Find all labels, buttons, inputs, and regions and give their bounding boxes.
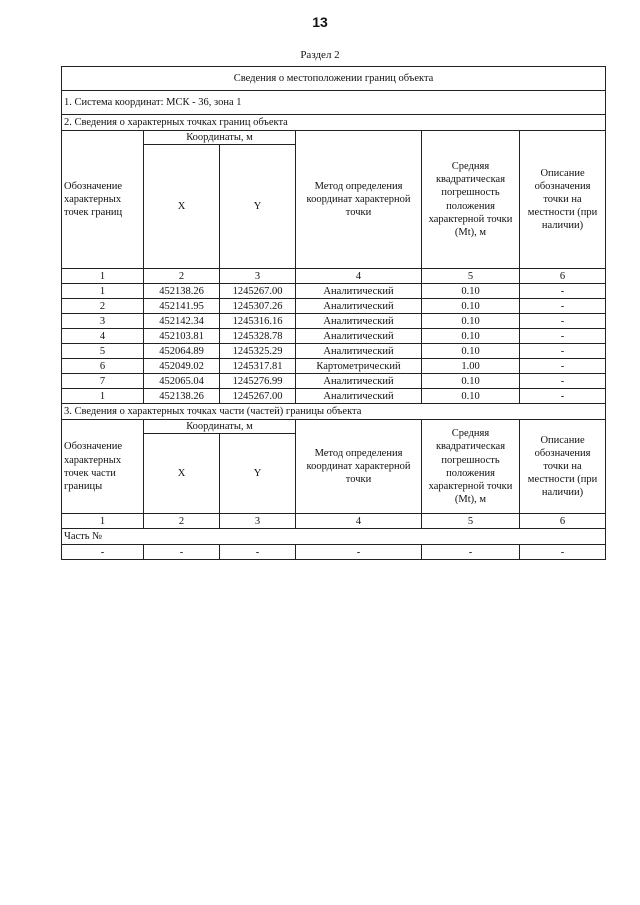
column-number: 2 bbox=[144, 269, 220, 284]
coord-x: 452138.26 bbox=[144, 389, 220, 404]
s3-column-numbers bbox=[62, 514, 606, 529]
coord-x: 452138.26 bbox=[144, 284, 220, 299]
column-number: 1 bbox=[62, 269, 144, 284]
error-mt: 0.10 bbox=[422, 314, 520, 329]
description: - bbox=[520, 344, 606, 359]
coord-y: 1245316.16 bbox=[220, 314, 296, 329]
section3-title: 3. Сведения о характерных точках части (частей) границы объекта bbox=[62, 404, 606, 420]
error-mt: 0.10 bbox=[422, 374, 520, 389]
s3-header-point: Обозначение характерных точек части границы bbox=[62, 420, 144, 514]
table-row bbox=[62, 329, 606, 344]
s2-header-x: X bbox=[144, 145, 220, 269]
table-row bbox=[62, 545, 606, 560]
s2-rows bbox=[62, 284, 606, 404]
s3-header-y: Y bbox=[220, 434, 296, 514]
coord-x: 452049.02 bbox=[144, 359, 220, 374]
coord-x: - bbox=[144, 545, 220, 560]
column-number: 3 bbox=[220, 269, 296, 284]
coord-x: 452142.34 bbox=[144, 314, 220, 329]
column-number: 6 bbox=[520, 269, 606, 284]
method: Аналитический bbox=[296, 329, 422, 344]
column-number: 5 bbox=[422, 514, 520, 529]
coord-x: 452141.95 bbox=[144, 299, 220, 314]
error-mt: 0.10 bbox=[422, 284, 520, 299]
coord-x: 452103.81 bbox=[144, 329, 220, 344]
column-number: 5 bbox=[422, 269, 520, 284]
point-number: 1 bbox=[62, 389, 144, 404]
table-row bbox=[62, 314, 606, 329]
column-number: 4 bbox=[296, 514, 422, 529]
s3-header-desc: Описание обозначения точки на местности (при наличии) bbox=[520, 420, 606, 514]
error-mt: 0.10 bbox=[422, 389, 520, 404]
point-number: 6 bbox=[62, 359, 144, 374]
table-row bbox=[62, 299, 606, 314]
column-number: 3 bbox=[220, 514, 296, 529]
method: Аналитический bbox=[296, 389, 422, 404]
method: Аналитический bbox=[296, 299, 422, 314]
coord-y: 1245267.00 bbox=[220, 284, 296, 299]
column-number: 1 bbox=[62, 514, 144, 529]
point-number: 4 bbox=[62, 329, 144, 344]
table-row bbox=[62, 344, 606, 359]
s2-header-desc: Описание обозначения точки на местности (при наличии) bbox=[520, 131, 606, 269]
method: Аналитический bbox=[296, 344, 422, 359]
method: Аналитический bbox=[296, 314, 422, 329]
method: - bbox=[296, 545, 422, 560]
method: Аналитический bbox=[296, 374, 422, 389]
section2-title: 2. Сведения о характерных точках границ объекта bbox=[62, 115, 606, 131]
column-number: 6 bbox=[520, 514, 606, 529]
description: - bbox=[520, 299, 606, 314]
point-number: 5 bbox=[62, 344, 144, 359]
table-row bbox=[62, 359, 606, 374]
table-row bbox=[62, 374, 606, 389]
description: - bbox=[520, 389, 606, 404]
method: Картометрический bbox=[296, 359, 422, 374]
coord-y: - bbox=[220, 545, 296, 560]
table-title: Сведения о местоположении границ объекта bbox=[62, 67, 606, 91]
description: - bbox=[520, 329, 606, 344]
table-row bbox=[62, 284, 606, 299]
s3-header-method: Метод определения координат характерной точки bbox=[296, 420, 422, 514]
s2-header-method: Метод определения координат характерной точки bbox=[296, 131, 422, 269]
s3-rows bbox=[62, 545, 606, 560]
s2-header-y: Y bbox=[220, 145, 296, 269]
s3-header-x: X bbox=[144, 434, 220, 514]
description: - bbox=[520, 314, 606, 329]
part-label: Часть № bbox=[62, 529, 606, 545]
page-number: 13 bbox=[312, 14, 328, 30]
coord-x: 452065.04 bbox=[144, 374, 220, 389]
error-mt: 1.00 bbox=[422, 359, 520, 374]
point-number: - bbox=[62, 545, 144, 560]
coord-y: 1245276.99 bbox=[220, 374, 296, 389]
point-number: 3 bbox=[62, 314, 144, 329]
section-label: Раздел 2 bbox=[300, 49, 340, 61]
boundary-table bbox=[61, 66, 606, 560]
coord-y: 1245317.81 bbox=[220, 359, 296, 374]
s2-header-coords: Координаты, м bbox=[144, 131, 296, 145]
column-number: 4 bbox=[296, 269, 422, 284]
coord-y: 1245307.26 bbox=[220, 299, 296, 314]
description: - bbox=[520, 545, 606, 560]
error-mt: 0.10 bbox=[422, 329, 520, 344]
point-number: 7 bbox=[62, 374, 144, 389]
s2-column-numbers bbox=[62, 269, 606, 284]
coord-y: 1245267.00 bbox=[220, 389, 296, 404]
method: Аналитический bbox=[296, 284, 422, 299]
error-mt: 0.10 bbox=[422, 299, 520, 314]
coord-system: 1. Система координат: МСК - 36, зона 1 bbox=[62, 91, 606, 115]
column-number: 2 bbox=[144, 514, 220, 529]
s2-header-point: Обозначение характерных точек границ bbox=[62, 131, 144, 269]
point-number: 1 bbox=[62, 284, 144, 299]
error-mt: 0.10 bbox=[422, 344, 520, 359]
coord-x: 452064.89 bbox=[144, 344, 220, 359]
s2-header-error: Средняя квадратическая погрешность положения характерной точки (Mt), м bbox=[422, 131, 520, 269]
error-mt: - bbox=[422, 545, 520, 560]
s3-header-error: Средняя квадратическая погрешность положения характерной точки (Mt), м bbox=[422, 420, 520, 514]
point-number: 2 bbox=[62, 299, 144, 314]
coord-y: 1245325.29 bbox=[220, 344, 296, 359]
table-row bbox=[62, 389, 606, 404]
description: - bbox=[520, 359, 606, 374]
coord-y: 1245328.78 bbox=[220, 329, 296, 344]
description: - bbox=[520, 374, 606, 389]
s3-header-coords: Координаты, м bbox=[144, 420, 296, 434]
description: - bbox=[520, 284, 606, 299]
